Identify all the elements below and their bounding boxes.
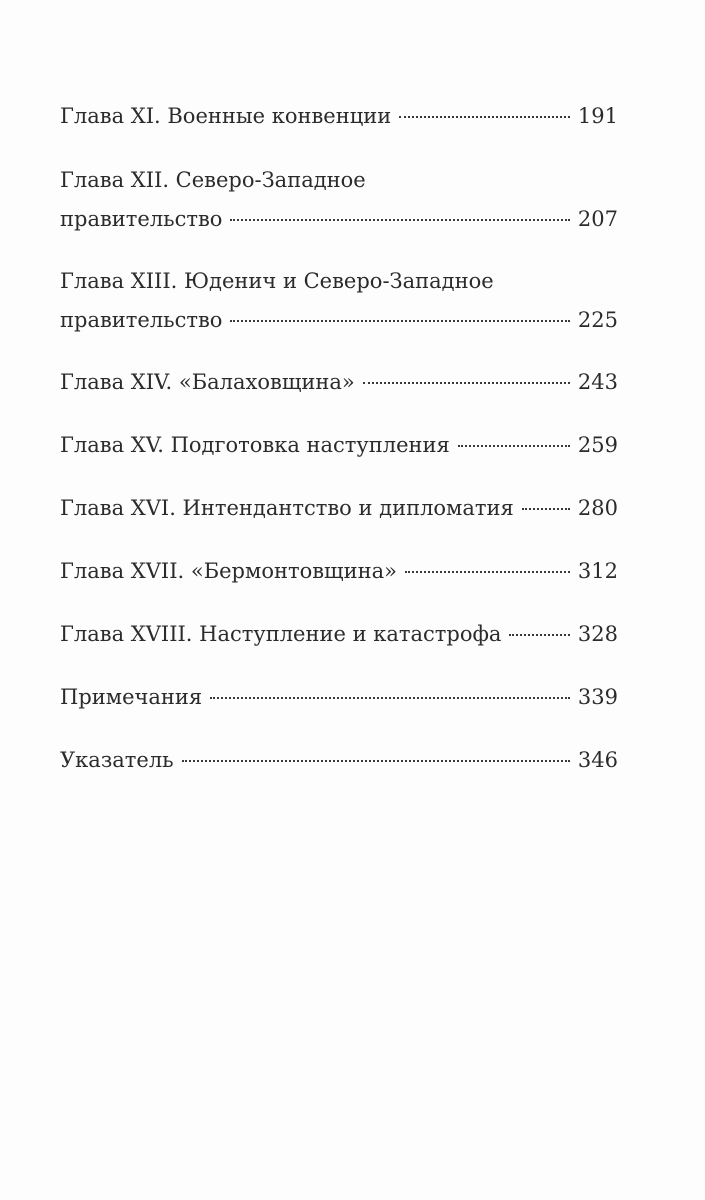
dot-leader bbox=[210, 697, 570, 699]
toc-entry[interactable] bbox=[60, 493, 618, 523]
toc-entry-title-line1: Глава XII. Северо-Западное bbox=[60, 168, 366, 192]
dot-leader bbox=[522, 508, 570, 510]
toc-entry[interactable] bbox=[60, 101, 618, 131]
toc-entry-title: Глава XVII. «Бермонтовщина» bbox=[60, 559, 397, 583]
toc-entry[interactable] bbox=[60, 619, 618, 649]
dot-leader bbox=[230, 320, 569, 322]
toc-entry-title: правительство bbox=[60, 207, 223, 231]
toc-entry[interactable] bbox=[60, 266, 618, 335]
toc-entry-page: 339 bbox=[577, 685, 618, 709]
toc-entry[interactable] bbox=[60, 430, 618, 460]
toc-entry-title: Указатель bbox=[60, 748, 174, 772]
toc-entry-page: 346 bbox=[577, 748, 618, 772]
toc-entry-title: правительство bbox=[60, 308, 223, 332]
dot-leader bbox=[509, 634, 569, 636]
toc-entry-title-line1: Глава XIII. Юденич и Северо-Западное bbox=[60, 269, 494, 293]
toc-entry-title: Глава XI. Военные конвенции bbox=[60, 104, 392, 128]
toc-entry-title: Глава XV. Подготовка наступления bbox=[60, 433, 450, 457]
dot-leader bbox=[363, 382, 570, 384]
toc-entry-page: 225 bbox=[577, 308, 618, 332]
toc-entry-page: 207 bbox=[577, 207, 618, 231]
toc-entry-title: Глава XIV. «Балаховщина» bbox=[60, 370, 355, 394]
toc-entry-title: Глава XVI. Интендантство и дипломатия bbox=[60, 496, 514, 520]
toc-entry-title: Глава XVIII. Наступление и катастрофа bbox=[60, 622, 502, 646]
toc-entry-title: Примечания bbox=[60, 685, 203, 709]
toc-entry[interactable] bbox=[60, 682, 618, 712]
toc-entry[interactable] bbox=[60, 745, 618, 775]
table-of-contents bbox=[60, 0, 618, 1200]
dot-leader bbox=[405, 571, 570, 573]
toc-entry-page: 243 bbox=[577, 370, 618, 394]
dot-leader bbox=[230, 219, 569, 221]
toc-entry[interactable] bbox=[60, 165, 618, 234]
toc-entry[interactable] bbox=[60, 556, 618, 586]
toc-entry-page: 328 bbox=[577, 622, 618, 646]
toc-entry-page: 191 bbox=[577, 104, 618, 128]
toc-entry[interactable] bbox=[60, 367, 618, 397]
toc-entry-page: 280 bbox=[577, 496, 618, 520]
toc-entry-page: 312 bbox=[577, 559, 618, 583]
dot-leader bbox=[399, 116, 570, 118]
dot-leader bbox=[182, 760, 570, 762]
dot-leader bbox=[458, 445, 570, 447]
toc-entry-page: 259 bbox=[577, 433, 618, 457]
